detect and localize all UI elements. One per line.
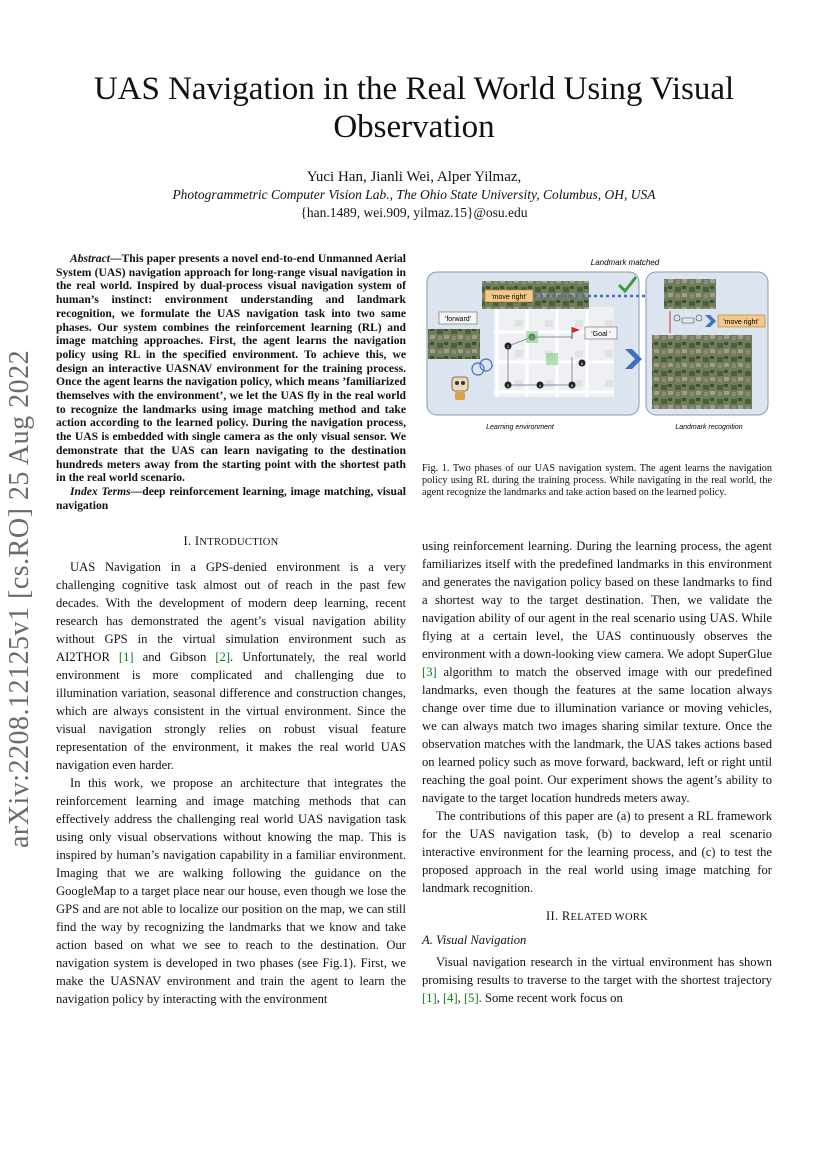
text-run: and Gibson [133,650,216,665]
action-label-move-right: 'move right' [723,319,759,326]
text-run: algorithm to match the observed image with our predefined landmarks, even though the features at the same location always change over time due to illumination variance or moving vehicles, we can always match two images sharing similar texture. Once the observation matches with the landmark, the UAS takes actions based on learned policy such as move forward, backward, left or right until reaching the goal point. Our experiment shows the agent’s ability to navigate to the target location hundreds meters away. [422,665,772,805]
section-title-initial: R [561,909,571,923]
text-run: . Some recent work focus on [478,991,623,1005]
index-terms-text: —deep reinforcement learning, image matching, visual navigation [56,484,406,512]
citation-link[interactable]: [2] [215,650,231,665]
affiliation: Photogrammetric Computer Vision Lab., The Ohio State University, Columbus, OH, USA [172,187,656,202]
action-label-goal: 'Goal ' [591,331,611,338]
text-run: Visual navigation research in the virtual environment has shown promising results to traverse to the target with the shortest trajectory [422,955,772,987]
citation-link[interactable]: [1] [118,650,134,665]
text-run: , [436,991,443,1005]
figure-label-landmark-recognition: Landmark recognition [675,424,743,431]
index-terms [56,485,406,512]
figure-label-landmark-matched: Landmark matched [590,258,660,267]
map-node-label: 5 [570,383,574,388]
paper-title [60,70,768,146]
intro-paragraph-1 [56,558,406,774]
aerial-image-forward [428,329,480,359]
index-terms-lead: Index Terms [70,484,131,498]
figure-1-diagram [422,257,772,433]
aerial-image-observation [652,335,752,409]
figure-1-caption: Fig. 1. Two phases of our UAS navigation system. The agent learns the navigation policy using RL during the training process. While navigating in the real world, the agent recognize the landmarks and take action based on the learned policy. [422,463,772,499]
abstract [56,252,406,485]
action-label-move-right: 'move right' [491,294,527,301]
related-work-paragraph [422,953,772,1007]
figure-1 [422,257,772,433]
action-label-forward: 'forward' [444,316,472,323]
title-line-2: Observation [333,109,495,145]
text-run: UAS Navigation in a GPS-denied environment is a very challenging cognitive task almost out of reach in the past few decades. With the development of modern deep learning, recent research has demonstrated the agent’s visual navigation ability without GPS in the virtual simulation environment such as AI2THOR [56,560,406,665]
map-area [494,307,614,397]
map-node-label: 4 [538,383,542,388]
abstract-text: —This paper presents a novel end-to-end Unmanned Aerial System (UAS) navigation approach for long-range visual navigation in the real world. Inspired by dual-process visual navigation system of human’s instinct: environment understanding and landmark recognition, we formulate the UAS navigation task into two same phases. Our system combines the reinforcement learning (RL) and image matching approaches. First, the agent learns the navigation policy using RL in the specified environment. To achieve this, we design an interactive UASNAV environment for the training process. Once the agent learns the navigation policy, which means ’familiarized themselves with the environment’, we let the UAS fly in the real world to recognize the landmarks using image matching method and take action according to the learned policy. During the navigation process, the UAS is embedded with single camera as the only visual sensor. We demonstrate that the UAS can learn navigating to the destination hundreds meters away from the starting point with the shortest path in the real world scenario. [56,252,406,485]
text-run: . Unfortunately, the real world environment is more complicated and challenging due to illumination variation, seasonal difference and construction changes, which are always consistent in the virtual environment. Since the visual navigation strongly relies on robust visual feature representation of the environment, it makes the real world UAS navigation even harder. [56,650,406,773]
section-heading-introduction [56,532,406,552]
citation-link[interactable]: [5] [463,991,479,1005]
author-list: Yuci Han, Jianli Wei, Alper Yilmaz, [306,169,522,185]
intro-paragraph-continued [422,537,772,807]
section-title-initial: I [194,534,200,549]
figure-label-learning-environment: Learning environment [486,424,554,431]
title-line-1: UAS Navigation in the Real World Using Visual [93,71,735,107]
contributions-paragraph: The contributions of this paper are (a) to present a RL framework for the UAS navigation task, (b) to develop a real scenario interactive environment for the learning process, and (c) to test the proposed approach in the real world using image matching for landmark recognition. [422,809,772,895]
text-run: using reinforcement learning. During the learning process, the agent familiarizes itself with the predefined landmarks in this environment and generates the navigation policy based on these landmarks to find a shortest way to the target destination. Then, we validate the navigation ability of our agent in the real scenario using UAS. While flying at a certain level, the UAS continuously observes the environment with a down-looking view camera. We adopt SuperGlue [422,539,772,661]
subsection-heading-visual-navigation: A. Visual Navigation [422,933,527,947]
citation-link[interactable]: [3] [422,665,437,679]
section-title-rest: ELATED WORK [570,912,649,923]
citation-link[interactable]: [4] [442,991,458,1005]
author-emails: {han.1489, wei.909, yilmaz.15}@osu.edu [300,205,528,220]
arxiv-stamp: arXiv:2208.12125v1 [cs.RO] 25 Aug 2022 [4,349,35,848]
section-heading-related-work [422,907,772,927]
left-column [56,252,406,1008]
map-node-label: 6 [580,361,584,366]
text-run: , [457,991,464,1005]
map-node-label: 3 [506,383,510,388]
aerial-image-landmark [664,279,716,309]
citation-link[interactable]: [1] [422,991,437,1005]
section-title-rest: NTRODUCTION [199,537,279,549]
section-number: I. [183,534,192,549]
right-column [422,537,772,1007]
agent-robot-icon [452,377,468,391]
intro-paragraph-2: In this work, we propose an architecture that integrates the reinforcement learning and image matching methods that can effectively address the challenging real world UAS navigation task using only visual observations without knowing the map. This is inspired by human’s navigation capability in a familiar environment. Imaging that we are walking following the guidance on the GoogleMap to a target place near our house, even though we lose the GPS and are not able to localize our position on the map, we can still find the way by recognizing the landmarks that we know and take action based on what we see to reach to the destination. Our navigation system is developed in two phases (see Fig.1). First, we make the UASNAV environment and train the agent to learn the navigation policy by interacting with the environment [56,776,406,1007]
section-number: II. [545,909,559,923]
abstract-lead: Abstract [70,252,110,265]
map-node-label: 1 [506,344,510,349]
